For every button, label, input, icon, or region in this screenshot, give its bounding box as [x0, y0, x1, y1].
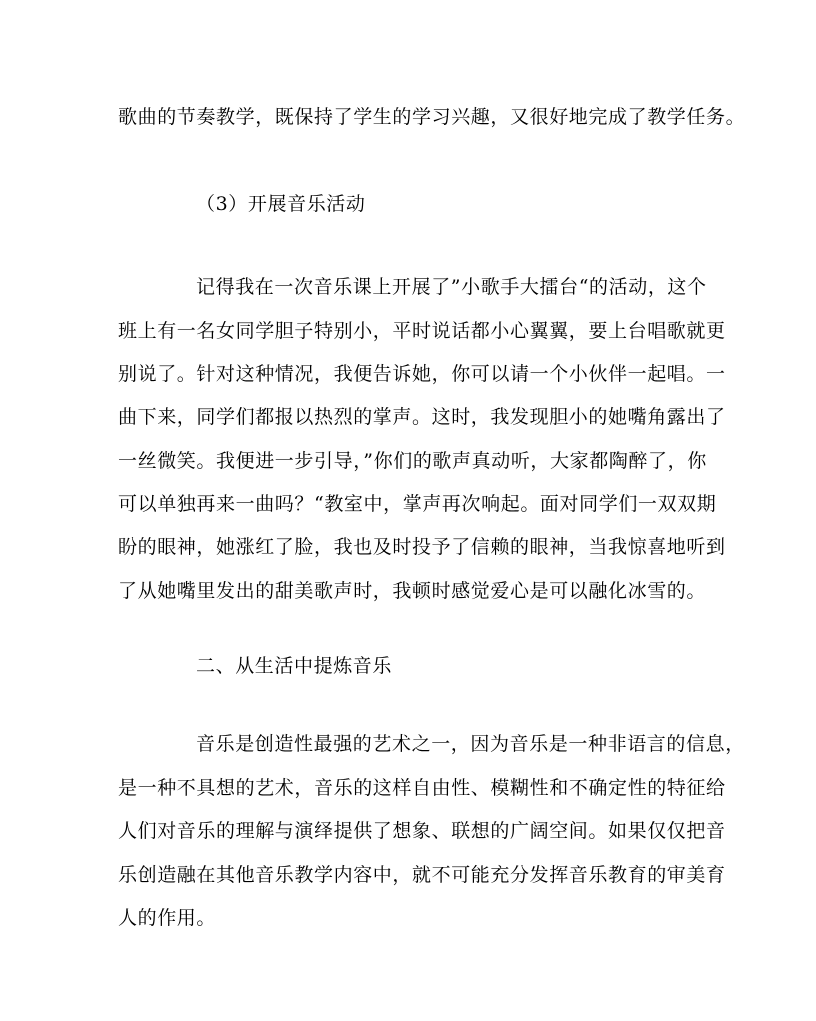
paragraph-line: 记得我在一次音乐课上开展了”小歌手大擂台“的活动，这个: [196, 276, 707, 298]
section-heading-2: 二、从生活中提炼音乐: [196, 655, 393, 677]
paragraph-line: 可以单独再来一曲吗？“教室中，掌声再次响起。面对同学们一双双期: [118, 493, 717, 515]
paragraph-line: 一丝微笑。我便进一步引导，”你们的歌声真动听，大家都陶醉了，你: [118, 450, 707, 472]
paragraph-line: 班上有一名女同学胆子特别小，平时说话都小心翼翼，要上台唱歌就更: [118, 320, 726, 342]
paragraph-line: 人的作用。: [118, 907, 217, 929]
paragraph-line: 音乐是创造性最强的艺术之一，因为音乐是一种非语言的信息，: [196, 733, 745, 755]
section-heading-3: （3）开展音乐活动: [196, 193, 366, 215]
paragraph-line: 曲下来，同学们都报以热烈的掌声。这时，我发现胆小的她嘴角露出了: [118, 406, 726, 428]
paragraph-line: 歌曲的节奏教学，既保持了学生的学习兴趣，又很好地完成了教学任务。: [118, 106, 746, 128]
paragraph-line: 乐创造融在其他音乐教学内容中，就不可能充分发挥音乐教育的审美育: [118, 864, 726, 886]
paragraph-line: 盼的眼神，她涨红了脸，我也及时投予了信赖的眼神，当我惊喜地听到: [118, 536, 726, 558]
paragraph-line: 人们对音乐的理解与演绎提供了想象、联想的广阔空间。如果仅仅把音: [118, 820, 726, 842]
paragraph-line: 了从她嘴里发出的甜美歌声时，我顿时感觉爱心是可以融化冰雪的。: [118, 580, 707, 602]
paragraph-line: 别说了。针对这种情况，我便告诉她，你可以请一个小伙伴一起唱。一: [118, 363, 726, 385]
paragraph-line: 是一种不具想的艺术，音乐的这样自由性、模糊性和不确定性的特征给: [118, 777, 726, 799]
